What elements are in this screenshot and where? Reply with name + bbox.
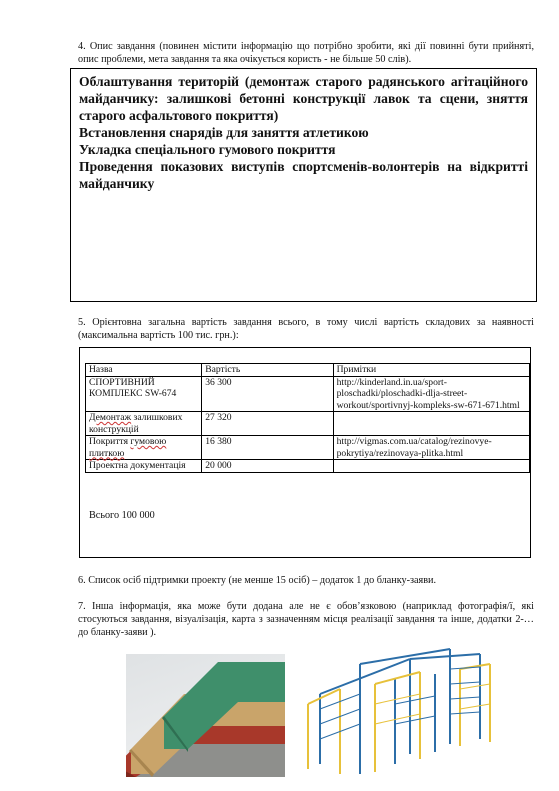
task-line-2: Встановлення снарядів для заняття атлетикою: [79, 125, 369, 140]
row-3-cost: 16 380: [202, 436, 333, 460]
table-header-row: [86, 364, 530, 377]
row-3-note-link[interactable]: http://vigmas.com.ua/catalog/rezinovye-pokrytiya/rezinovaya-plitka.html: [333, 436, 529, 460]
budget-total: Всього 100 000: [89, 510, 155, 521]
table-row: [86, 412, 530, 436]
section-6-text: 6. Список осіб підтримки проекту (не менше 15 осіб) – додаток 1 до бланку-заяви.: [78, 575, 437, 586]
row-4-name: Проектна документація: [86, 460, 202, 473]
budget-box: [79, 347, 531, 558]
row-3-name: [86, 436, 202, 460]
table-row: [86, 460, 530, 473]
row-2-name: [86, 412, 202, 436]
row-2-name-rest: залишкових конструкцій: [89, 412, 183, 435]
rubber-tiles-image: [126, 654, 285, 777]
row-4-cost: 20 000: [202, 460, 333, 473]
header-cost: Вартість: [202, 364, 333, 377]
workout-structure-photo: [300, 634, 496, 781]
task-description-box: [70, 68, 537, 302]
row-1-name: СПОРТИВНИЙ КОМПЛЕКС SW-674: [86, 376, 202, 412]
budget-table: [85, 363, 530, 473]
row-1-cost: 36 300: [202, 376, 333, 412]
section-7-text: 7. Інша інформація, яка може бути додана але не є обов’язковою (наприклад фотографія/ї, які стосуються завдання, візуалізація, карта з зазначенням місця реалізації завдання та інше, додатки 2-… до бланку-заяви ).: [78, 601, 534, 638]
table-row: [86, 376, 530, 412]
rubber-tiles-photo: [126, 654, 285, 777]
row-4-note: [333, 460, 529, 473]
row-2-note: [333, 412, 529, 436]
row-3-name-a: Покриття: [89, 436, 131, 447]
table-row: [86, 436, 530, 460]
workout-structure-image: [300, 634, 496, 781]
task-line-3: Укладка спеціального гумового покриття: [79, 142, 336, 157]
row-2-cost: 27 320: [202, 412, 333, 436]
task-line-4: Проведення показових виступів спортсменів-волонтерів на відкритті майданчику: [79, 159, 528, 191]
row-2-name-prefix: Демонтаж: [89, 412, 132, 423]
section-4-heading: 4. Опис завдання (повинен містити інформацію що потрібно зробити, які дії повинні бути прийняті, опис проблеми, мета завдання та яка очікується користь - не більше 50 слів).: [78, 41, 534, 65]
header-name: Назва: [86, 364, 202, 377]
row-3-name-b: гумовою: [130, 436, 167, 447]
row-1-note-link[interactable]: http://kinderland.in.ua/sport-ploschadki/ploschadki-dlja-street-workout/sportivnyj-kompleks-sw-671-671.html: [333, 376, 529, 412]
task-line-1: Облаштування територій (демонтаж старого радянського агітаційного майданчику: залишкові бетонні конструкції лавок та сцени, зняття старого асфальтового покриття): [79, 74, 528, 123]
section-5-heading: 5. Орієнтовна загальна вартість завдання всього, в тому числі вартість складових за наявності (максимальна вартість 100 тис. грн.):: [78, 317, 534, 341]
header-note: Примітки: [333, 364, 529, 377]
row-3-name-d: плиткою: [89, 447, 125, 459]
